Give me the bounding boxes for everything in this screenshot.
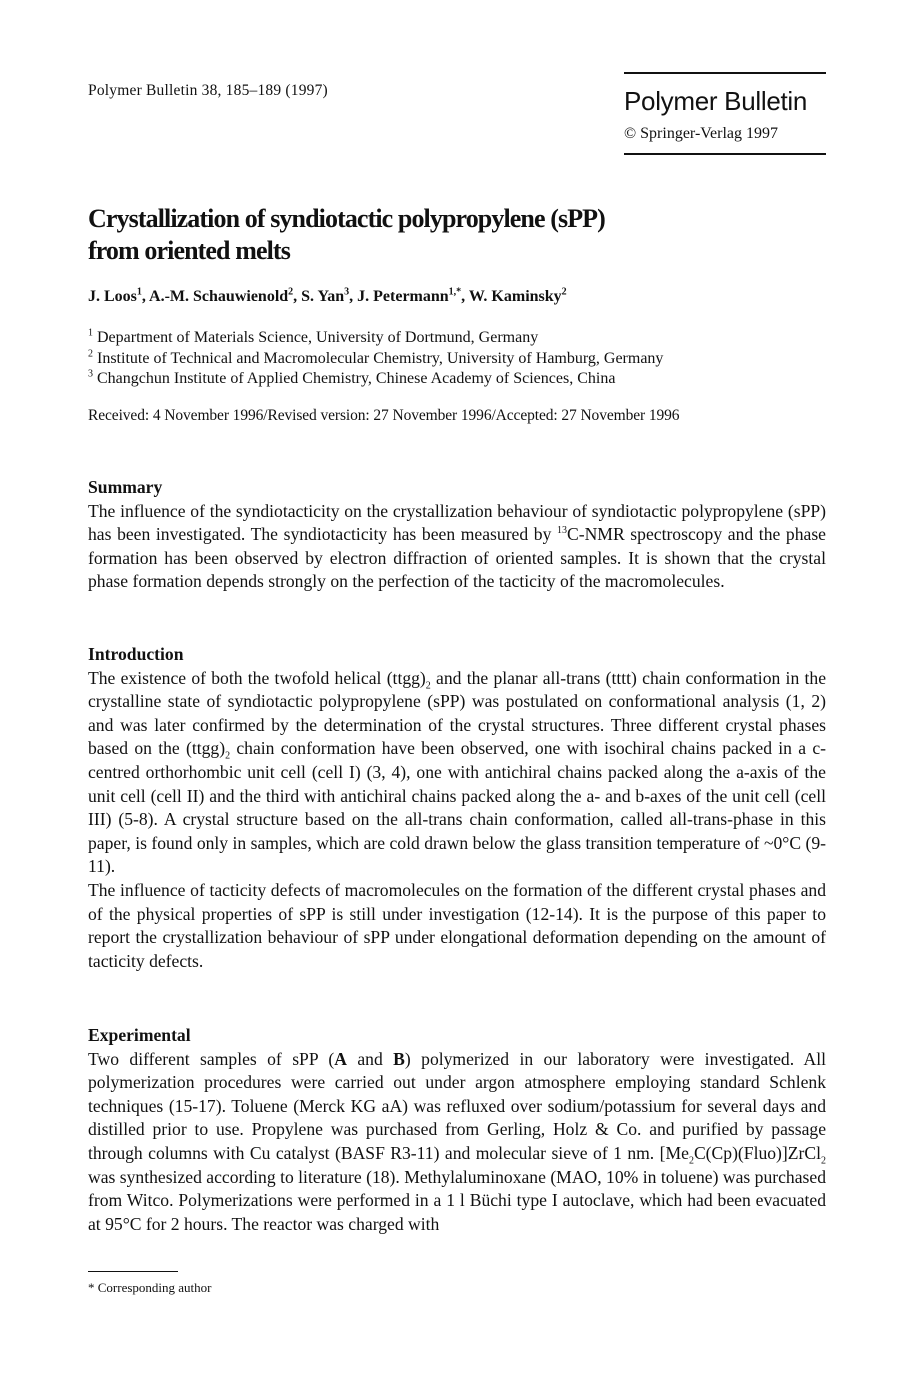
- title-line-2: from oriented melts: [88, 236, 290, 265]
- subscript: 2: [225, 750, 231, 762]
- journal-masthead: [624, 72, 826, 155]
- introduction-section: [88, 643, 826, 973]
- subscript: 2: [425, 680, 431, 692]
- text-run: The influence of the syndiotacticity on the crystallization behaviour of syndiotactic polypropylene (sPP) has been investigated. The syndiotacticity has been measured by: [88, 500, 826, 545]
- text-run: C(Cp)(Fluo)]ZrCl: [693, 1142, 821, 1163]
- publisher-copyright: © Springer-Verlag 1997: [624, 125, 779, 142]
- author-mark: 3: [344, 286, 350, 298]
- author-name: S. Yan: [301, 288, 345, 305]
- author-mark: 1,*: [448, 286, 462, 298]
- sample-a-label: A: [334, 1048, 347, 1069]
- affiliation-text: Changchun Institute of Applied Chemistry, Chinese Academy of Sciences, China: [97, 370, 616, 387]
- author-name: J. Petermann: [357, 288, 449, 305]
- introduction-paragraph-2: The influence of tacticity defects of macromolecules on the formation of the different crystal phases and of the physical properties of sPP is still under investigation (12-14). It is the purpose of this paper to report the crystallization behaviour of sPP under elongational deformation depending on the amount of tacticity defects.: [88, 879, 826, 971]
- footnote-rule: [88, 1271, 178, 1272]
- superscript: 13: [557, 525, 567, 537]
- affiliation-list: [88, 328, 663, 390]
- author-mark: 2: [561, 286, 567, 298]
- subscript: 2: [688, 1155, 694, 1167]
- affiliation-mark: 1: [88, 327, 93, 339]
- affiliation-text: Institute of Technical and Macromolecular Chemistry, University of Hamburg, Germany: [97, 349, 664, 367]
- author-name: J. Loos: [88, 288, 137, 305]
- summary-heading: Summary: [88, 477, 163, 497]
- text-run: Two different samples of sPP (: [88, 1048, 335, 1069]
- introduction-heading: Introduction: [88, 644, 184, 664]
- author-mark: 2: [288, 286, 294, 298]
- affiliation-text: Department of Materials Science, University of Dortmund, Germany: [97, 329, 539, 346]
- author-list: J. Loos$^1$, A.-M. Schauwienold$^2$, S. Yan$^3$, J. Petermann$^{1,*}$, W. Kaminsky$^2$: [88, 286, 567, 305]
- introduction-paragraph-1: [88, 667, 826, 879]
- author-name: W. Kaminsky: [468, 288, 562, 305]
- received-dates: Received: 4 November 1996/Revised version: 27 November 1996/Accepted: 27 November 1996: [88, 407, 680, 424]
- text-run: ) polymerized in our laboratory were investigated. All polymerization procedures were carried out under argon atmosphere employing standard Schlenk techniques (15-17). Toluene (Merck KG aA) was refluxed over sodium/potassium for several days and distilled prior to use. Propylene was purchased from Gerling, Holz & Co. and purified by passage through columns with Cu catalyst (BASF R3-11) and molecular sieve of 1 nm. [Me: [88, 1048, 827, 1163]
- paper-title: [88, 203, 848, 267]
- sample-b-label: B: [393, 1048, 405, 1069]
- text-run: The existence of both the twofold helical (ttgg): [88, 667, 426, 688]
- affiliation: [88, 349, 663, 370]
- summary-section: [88, 476, 826, 594]
- author-name: A.-M. Schauwienold: [149, 288, 289, 305]
- journal-name: Polymer Bulletin: [624, 86, 808, 116]
- footnote: * Corresponding author: [88, 1280, 212, 1295]
- text-run: chain conformation have been observed, one with isochiral chains packed in a c-centred orthorhombic unit cell (cell I) (3, 4), one with antichiral chains packed along the a-axis of the unit cell (cell II) and the third with antichiral chains packed along the a- and b-axes of the unit cell (cell III) (5-8). A crystal structure based on the all-trans chain conformation, called all-trans-phase in this paper, is found only in samples, which are cold drawn below the glass transition temperature of ~0°C (9-11).: [88, 738, 826, 877]
- affiliation-mark: 3: [88, 368, 93, 380]
- journal-citation: Polymer Bulletin 38, 185–189 (1997): [88, 82, 328, 99]
- subscript: 2: [821, 1155, 826, 1167]
- affiliation: [88, 328, 663, 349]
- text-run: C-NMR spectroscopy and the phase formation has been observed by electron diffraction of oriented samples. It is shown that the crystal phase formation depends strongly on the perfection of the tacticity of the macromolecules.: [88, 524, 826, 592]
- text-run: and: [346, 1048, 394, 1069]
- experimental-section: [88, 1024, 826, 1236]
- experimental-heading: Experimental: [88, 1025, 191, 1045]
- text-run: was synthesized according to literature (18). Methylaluminoxane (MAO, 10% in toluene) was purchased from Witco. Polymerizations were performed in a 1 l Büchi type I autoclave, which had been evacuated at 95°C for 2 hours. The reactor was charged with: [88, 1166, 826, 1234]
- affiliation: [88, 369, 663, 390]
- experimental-paragraph: [88, 1048, 826, 1237]
- masthead-bottom-rule: [624, 153, 826, 155]
- summary-paragraph: [88, 500, 826, 594]
- masthead-top-rule: [624, 72, 826, 74]
- title-line-1: Crystallization of syndiotactic polypropylene (sPP): [88, 204, 605, 233]
- author-mark: 1: [136, 286, 142, 298]
- text-run: and the planar all-trans (tttt) chain conformation in the crystalline state of syndiotactic polypropylene (sPP) was postulated on conformational analysis (1, 2) and was later confirmed by the determination of the crystal structures. Three different crystal phases based on the (ttgg): [88, 667, 826, 759]
- affiliation-mark: 2: [88, 348, 93, 360]
